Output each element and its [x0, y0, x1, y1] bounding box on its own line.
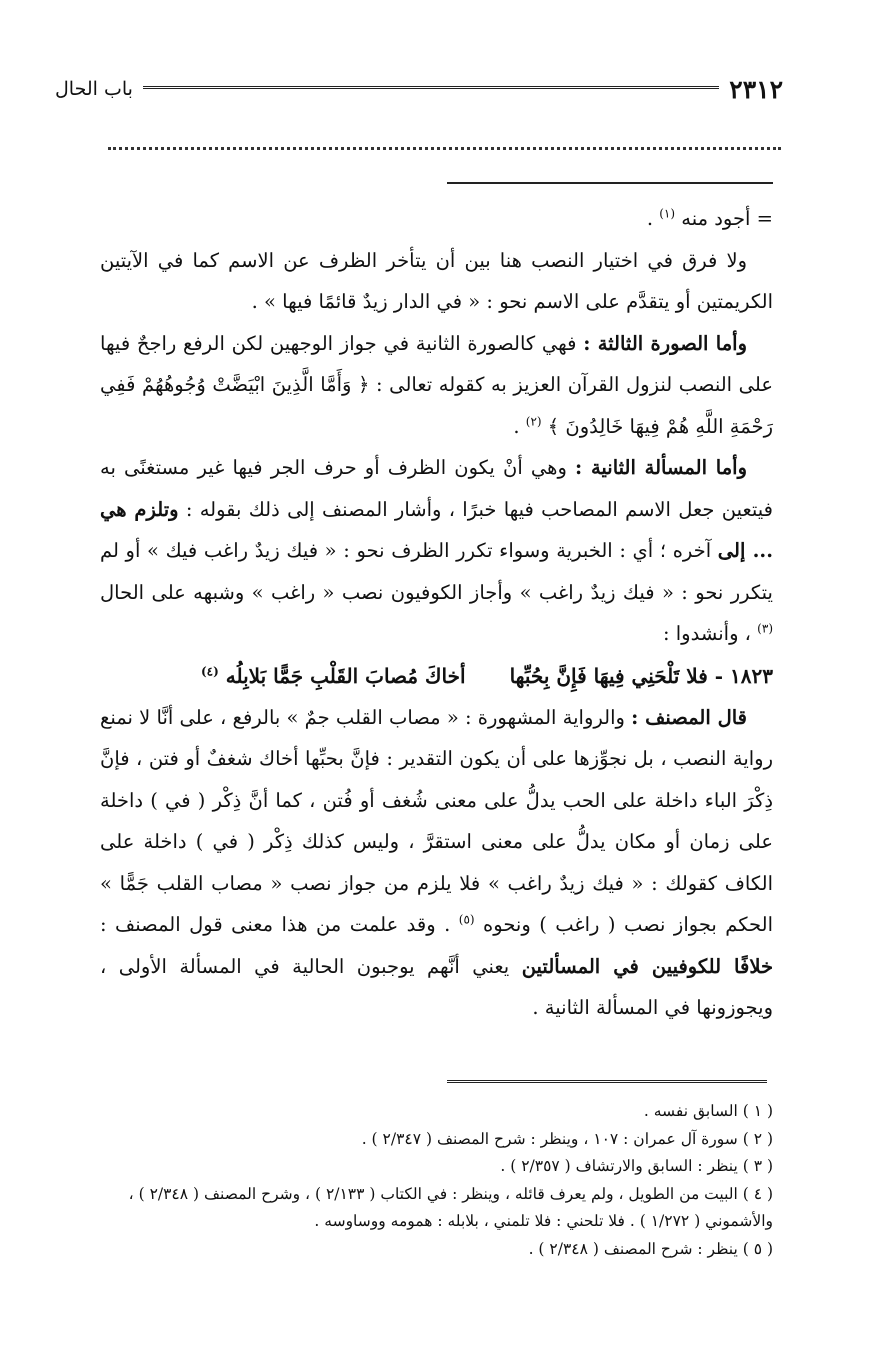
verse-number: ١٨٢٣ - [714, 663, 773, 688]
page-number: ٢٣١٢ [729, 74, 783, 104]
continuation-rule [447, 182, 773, 184]
verse-first-half: فلا تَلْحَنِي فِيهَا فَإِنَّ بِحُبِّها [509, 663, 708, 688]
paragraph: قال المصنف : والرواية المشهورة : « مصاب القلب جمٌ » بالرفع ، على أنَّا لا نمنع رواية النصب ، بل نجوِّزها على أن يكون التقدير : فإنَّ بحبِّها أخاك شغفٌ أو فتن ، فإنَّ ذِكْرَ الباء داخلة على الحب يدلُّ على معنى شُغف أو فُتن ، كما أنَّ ذِكْر ( في ) داخلة على زمان أو مكان يدلُّ على معنى استقرَّ ، وليس كذلك ذِكْر ( في ) داخلة على الكاف كقولك : « فيك زيدٌ راغب » فلا يلزم من جواز نصب « مصاب القلب جَمًّا » الحكم بجواز نصب ( راغب ) ونحوه $^{(٥)}$ . وقد علمت من هذا معنى قول المصنف : خلافًا للكوفيين في المسألتين يعني أنَّهم يوجبون الحالية في المسألة الأولى ، ويجوزونها في المسألة الثانية . [100, 705, 774, 1019]
footnote-ref: (٥) [458, 912, 475, 927]
page-header [55, 72, 783, 106]
paragraph: وأما الصورة الثالثة : فهي كالصورة الثانية في جواز الوجهين لكن الرفع راجحٌ فيها على النصب لنزول القرآن العزيز به كقوله تعالى : ﴿ وَأَمَّا الَّذِينَ ابْيَضَّتْ وُجُوهُهُمْ فَفِي رَحْمَةِ اللَّهِ هُمْ فِيهَا خَالِدُونَ ﴾ $^{(٢)}$ . [100, 331, 773, 438]
footnote: ( ٢ ) سورة آل عمران : ١٠٧ ، وينظر : شرح المصنف ( ٢/٣٤٧ ) . [361, 1129, 773, 1148]
verse-second-half: أخاكَ مُصابَ القَلْبِ جَمًّا بَلابِلُه [225, 663, 466, 688]
paragraph: وأما المسألة الثانية : وهي أنْ يكون الظرف أو حرف الجر فيها غير مستغنًى به فيتعين جعل الاسم المصاحب فيها خبرًا ، وأشار المصنف إلى ذلك بقوله : وتلزم هي ... إلى آخره ؛ أي : الخبرية وسواء تكرر الظرف نحو : « فيك زيدٌ راغب فيك » أو لم يتكرر نحو : « فيك زيدٌ راغب » وأجاز الكوفيون نصب « راغب » وشبهه على الحال $^{(٣)}$ ، وأنشدوا : [100, 456, 773, 645]
footnote-ref: (٣) [757, 621, 773, 636]
paragraph-lead: وأما الصورة الثالثة : [583, 331, 747, 355]
footnote-rule [447, 1080, 767, 1083]
header-rule [143, 86, 719, 92]
paragraph-lead: وأما المسألة الثانية : [575, 456, 747, 479]
poetry-verse [100, 655, 773, 697]
main-text [100, 198, 773, 1029]
footnote-ref: (٤) [200, 663, 219, 678]
footnote-ref: (٢) [525, 414, 542, 428]
continuation-line: = أجود منه $^{(١)}$ . [646, 206, 773, 230]
footnote: والأشموني ( ١/٢٧٢ ) . فلا تلحني : فلا تلمني ، بلابله : همومه ووساوسه . [314, 1212, 773, 1230]
paragraph: ولا فرق في اختيار النصب هنا بين أن يتأخر الظرف عن الاسم كما في الآيتين الكريمتين أو يتقدَّم على الاسم نحو : « في الدار زيدٌ قائمًا فيها » . [100, 248, 773, 313]
paragraph-lead: قال المصنف : [631, 705, 747, 729]
chapter-title: باب الحال [55, 78, 133, 100]
footnote: ( ١ ) السابق نفسه . [643, 1102, 773, 1120]
footnote: ( ٤ ) البيت من الطويل ، ولم يعرف قائله ، وينظر : في الكتاب ( ٢/١٣٣ ) ، وشرح المصنف ( ٢/٣٤٨ ) ، [128, 1184, 773, 1203]
footnote: ( ٥ ) ينظر : شرح المصنف ( ٢/٣٤٨ ) . [528, 1239, 773, 1258]
footnote: ( ٣ ) ينظر : السابق والارتشاف ( ٢/٣٥٧ ) . [500, 1157, 773, 1175]
dotted-separator [108, 147, 781, 150]
footnote-ref: (١) [659, 206, 676, 221]
footnotes [40, 1098, 773, 1263]
